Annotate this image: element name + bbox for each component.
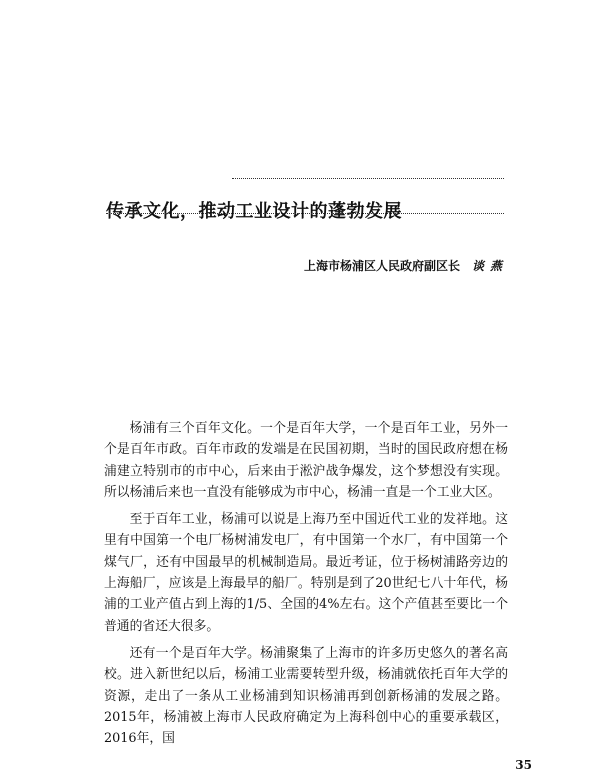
paragraph-3: 还有一个是百年大学。杨浦聚集了上海市的许多历史悠久的著名高校。进入新世纪以后，杨浦工业需要转型升级，杨浦就依托百年大学的资源，走出了一条从工业杨浦到知识杨浦再到创新杨浦的发展之路。2015年，杨浦被上海市人民政府确定为上海科创中心的重要承载区，2016年，国: [104, 645, 508, 747]
article-body: [104, 418, 508, 755]
author-name: 谈燕: [471, 259, 508, 273]
paragraph-1: 杨浦有三个百年文化。一个是百年大学，一个是百年工业，另外一个是百年市政。百年市政的发端是在民国初期，当时的国民政府想在杨浦建立特别市的市中心，后来由于淞沪战争爆发，这个梦想没有实现。所以杨浦后来也一直没有能够成为市中心，杨浦一直是一个工业大区。: [104, 421, 508, 500]
article-title: 传承文化，推动工业设计的蓬勃发展: [106, 201, 402, 223]
title-bottom-rule: [106, 213, 504, 214]
page-number: 35: [515, 758, 532, 772]
author-role: 上海市杨浦区人民政府副区长: [303, 259, 460, 273]
paragraph-2: 至于百年工业，杨浦可以说是上海乃至中国近代工业的发祥地。这里有中国第一个电厂杨树浦发电厂，有中国第一个水厂，有中国第一个煤气厂，还有中国最早的机械制造局。最近考证，位于杨树浦路旁边的上海船厂，应该是上海最早的船厂。特别是到了20世纪七八十年代，杨浦的工业产值占到上海的1/5、全国的4%左右。这个产值甚至要比一个普通的省还大很多。: [104, 512, 508, 634]
author-line: [304, 257, 508, 274]
title-top-rule: [232, 178, 504, 179]
